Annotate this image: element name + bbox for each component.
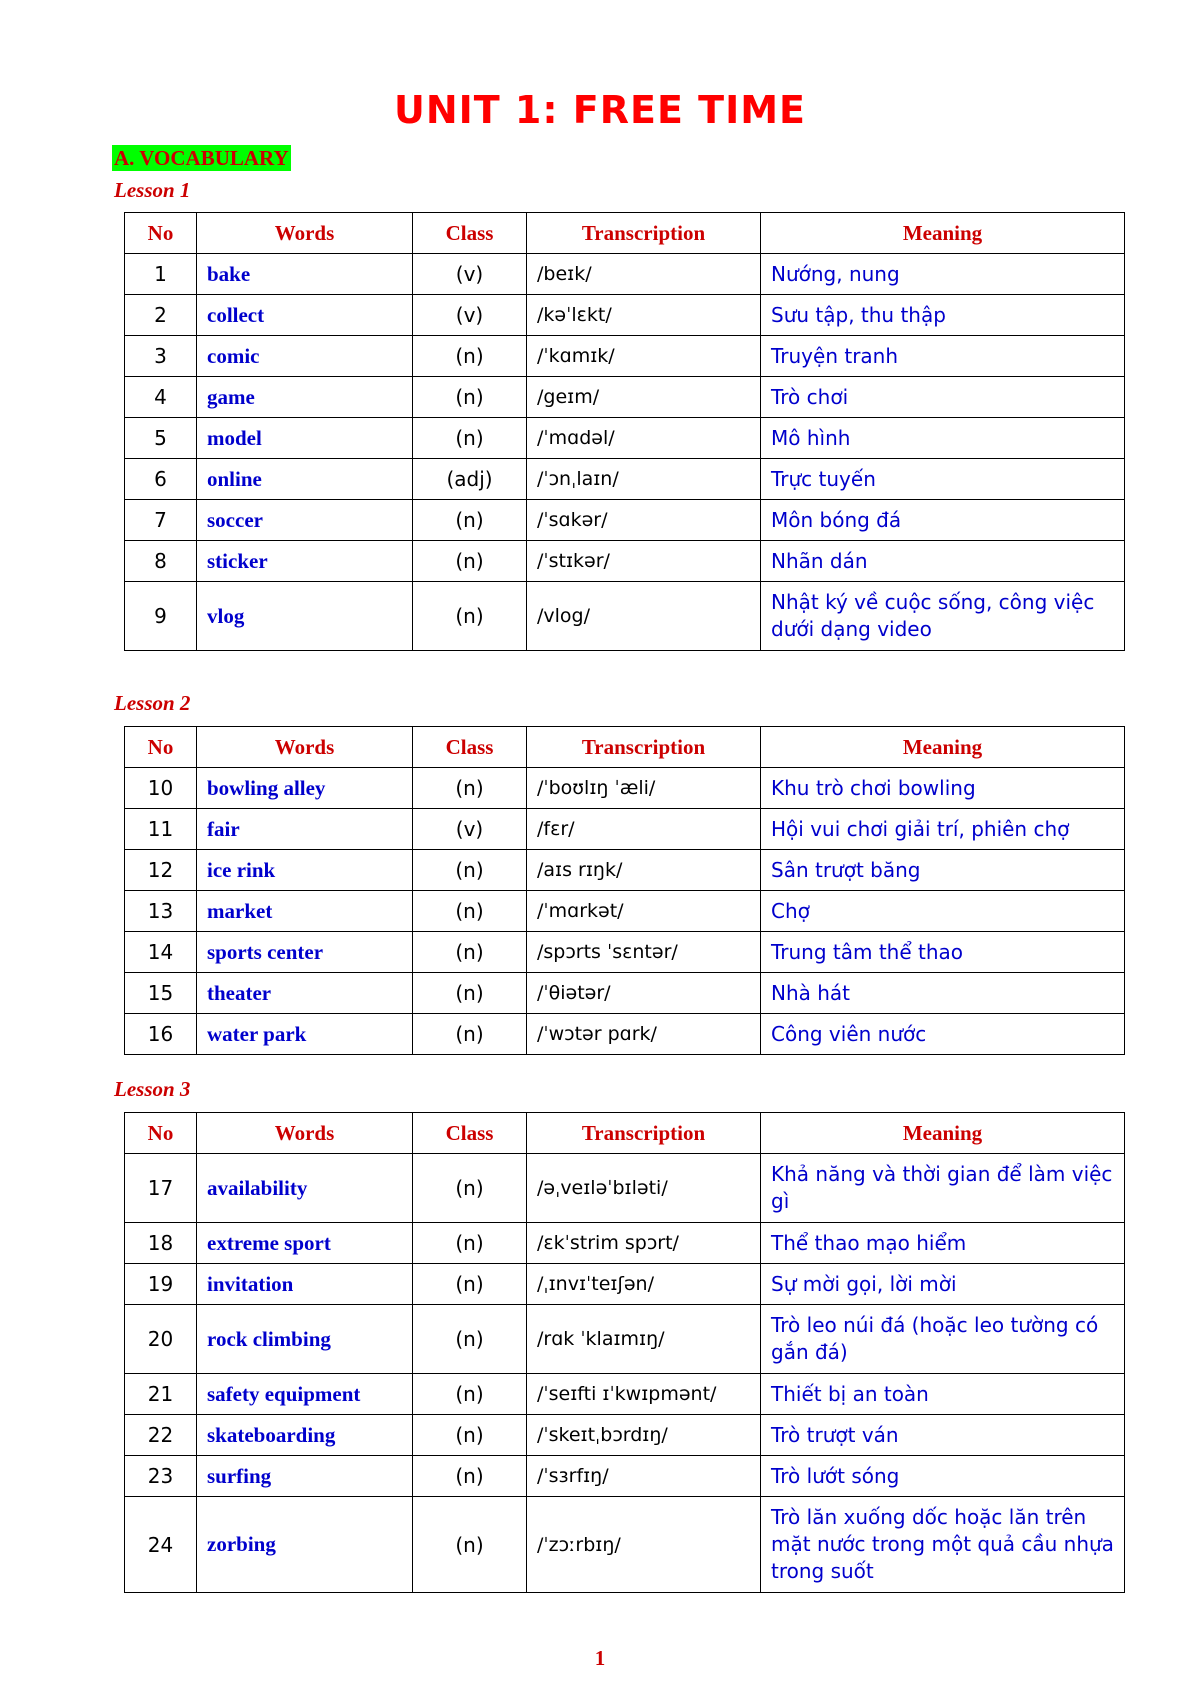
word-text: bowling alley	[197, 768, 413, 809]
word-text: game	[197, 377, 413, 418]
word-class: (n)	[413, 541, 527, 582]
word-transcription: /ɛkˈstrim spɔrt/	[527, 1223, 761, 1264]
word-class: (n)	[413, 418, 527, 459]
word-meaning: Mô hình	[761, 418, 1125, 459]
table-row	[125, 932, 1125, 973]
table-row	[125, 295, 1125, 336]
word-text: model	[197, 418, 413, 459]
word-number: 19	[125, 1264, 197, 1305]
word-text: water park	[197, 1014, 413, 1055]
header-meaning: Meaning	[761, 1113, 1125, 1154]
word-class: (v)	[413, 295, 527, 336]
word-transcription: /aɪs rɪŋk/	[527, 850, 761, 891]
word-number: 14	[125, 932, 197, 973]
header-words: Words	[197, 727, 413, 768]
word-class: (n)	[413, 1415, 527, 1456]
word-number: 11	[125, 809, 197, 850]
word-meaning: Truyện tranh	[761, 336, 1125, 377]
table-row	[125, 768, 1125, 809]
word-meaning: Trung tâm thể thao	[761, 932, 1125, 973]
word-text: sports center	[197, 932, 413, 973]
word-transcription: /ˈsɜrfɪŋ/	[527, 1456, 761, 1497]
lesson-2-label: Lesson 2	[114, 691, 191, 715]
table-row	[125, 254, 1125, 295]
word-transcription: /ˈwɔtər pɑrk/	[527, 1014, 761, 1055]
word-meaning: Trò lướt sóng	[761, 1456, 1125, 1497]
header-no: No	[125, 727, 197, 768]
word-text: availability	[197, 1154, 413, 1223]
word-text: online	[197, 459, 413, 500]
word-class: (n)	[413, 1456, 527, 1497]
word-meaning: Khả năng và thời gian để làm việc gì	[761, 1154, 1125, 1223]
header-no: No	[125, 213, 197, 254]
word-transcription: /ˈstɪkər/	[527, 541, 761, 582]
table-row	[125, 459, 1125, 500]
table-row	[125, 1223, 1125, 1264]
word-text: safety equipment	[197, 1374, 413, 1415]
word-text: skateboarding	[197, 1415, 413, 1456]
table-row	[125, 1154, 1125, 1223]
table-row	[125, 1456, 1125, 1497]
word-class: (n)	[413, 1497, 527, 1593]
table-row	[125, 336, 1125, 377]
word-class: (n)	[413, 1014, 527, 1055]
word-meaning: Nhà hát	[761, 973, 1125, 1014]
word-class: (n)	[413, 932, 527, 973]
word-text: rock climbing	[197, 1305, 413, 1374]
header-class: Class	[413, 727, 527, 768]
word-class: (n)	[413, 1264, 527, 1305]
word-meaning: Trò trượt ván	[761, 1415, 1125, 1456]
table-row	[125, 1014, 1125, 1055]
header-words: Words	[197, 1113, 413, 1154]
table-row	[125, 377, 1125, 418]
word-transcription: /ˈsɑkər/	[527, 500, 761, 541]
word-transcription: /ˈθiətər/	[527, 973, 761, 1014]
word-number: 9	[125, 582, 197, 651]
word-text: extreme sport	[197, 1223, 413, 1264]
word-meaning: Nhãn dán	[761, 541, 1125, 582]
word-number: 20	[125, 1305, 197, 1374]
word-number: 2	[125, 295, 197, 336]
word-transcription: /ˈskeɪtˌbɔrdɪŋ/	[527, 1415, 761, 1456]
word-transcription: /ˈkɑmɪk/	[527, 336, 761, 377]
word-class: (n)	[413, 1223, 527, 1264]
lesson-3-table	[124, 1112, 1125, 1593]
word-transcription: /ˈboʊlɪŋ ˈæli/	[527, 768, 761, 809]
word-class: (n)	[413, 336, 527, 377]
word-class: (adj)	[413, 459, 527, 500]
word-class: (n)	[413, 1374, 527, 1415]
page-number: 1	[594, 1646, 606, 1670]
word-class: (v)	[413, 809, 527, 850]
header-class: Class	[413, 213, 527, 254]
word-transcription: /əˌveɪləˈbɪləti/	[527, 1154, 761, 1223]
word-transcription: /rɑk ˈklaɪmɪŋ/	[527, 1305, 761, 1374]
word-text: bake	[197, 254, 413, 295]
word-text: soccer	[197, 500, 413, 541]
word-transcription: /ˈɔnˌlaɪn/	[527, 459, 761, 500]
word-text: market	[197, 891, 413, 932]
header-transcription: Transcription	[527, 1113, 761, 1154]
word-meaning: Nướng, nung	[761, 254, 1125, 295]
word-number: 21	[125, 1374, 197, 1415]
word-number: 1	[125, 254, 197, 295]
word-number: 13	[125, 891, 197, 932]
word-number: 12	[125, 850, 197, 891]
word-text: collect	[197, 295, 413, 336]
word-number: 23	[125, 1456, 197, 1497]
table-row	[125, 891, 1125, 932]
word-text: comic	[197, 336, 413, 377]
word-number: 8	[125, 541, 197, 582]
word-transcription: /spɔrts ˈsɛntər/	[527, 932, 761, 973]
page-title: UNIT 1: FREE TIME	[393, 88, 806, 132]
word-transcription: /ˌɪnvɪˈteɪʃən/	[527, 1264, 761, 1305]
word-class: (n)	[413, 850, 527, 891]
word-transcription: /kəˈlɛkt/	[527, 295, 761, 336]
header-meaning: Meaning	[761, 213, 1125, 254]
word-text: theater	[197, 973, 413, 1014]
word-meaning: Sân trượt băng	[761, 850, 1125, 891]
word-meaning: Hội vui chơi giải trí, phiên chợ	[761, 809, 1125, 850]
word-text: surfing	[197, 1456, 413, 1497]
table-row	[125, 541, 1125, 582]
table-row	[125, 500, 1125, 541]
table-row	[125, 1497, 1125, 1593]
word-text: vlog	[197, 582, 413, 651]
header-no: No	[125, 1113, 197, 1154]
word-text: ice rink	[197, 850, 413, 891]
word-class: (n)	[413, 377, 527, 418]
word-meaning: Thiết bị an toàn	[761, 1374, 1125, 1415]
word-transcription: /beɪk/	[527, 254, 761, 295]
word-meaning: Khu trò chơi bowling	[761, 768, 1125, 809]
word-meaning: Chợ	[761, 891, 1125, 932]
word-number: 6	[125, 459, 197, 500]
header-transcription: Transcription	[527, 213, 761, 254]
table-row	[125, 418, 1125, 459]
header-meaning: Meaning	[761, 727, 1125, 768]
header-class: Class	[413, 1113, 527, 1154]
word-meaning: Trực tuyến	[761, 459, 1125, 500]
word-meaning: Trò lăn xuống dốc hoặc lăn trên mặt nước trong một quả cầu nhựa trong suốt	[761, 1497, 1125, 1593]
lesson-2-table	[124, 726, 1125, 1055]
word-number: 5	[125, 418, 197, 459]
table-row	[125, 973, 1125, 1014]
word-class: (n)	[413, 768, 527, 809]
word-meaning: Trò leo núi đá (hoặc leo tường có gắn đá)	[761, 1305, 1125, 1374]
table-row	[125, 1305, 1125, 1374]
word-meaning: Nhật ký về cuộc sống, công việc dưới dạng video	[761, 582, 1125, 651]
word-class: (n)	[413, 973, 527, 1014]
word-transcription: /ˈmɑrkət/	[527, 891, 761, 932]
table-row	[125, 1374, 1125, 1415]
word-meaning: Thể thao mạo hiểm	[761, 1223, 1125, 1264]
word-number: 17	[125, 1154, 197, 1223]
lesson-1-table	[124, 212, 1125, 651]
table-row	[125, 1415, 1125, 1456]
word-number: 22	[125, 1415, 197, 1456]
table-row	[125, 582, 1125, 651]
word-meaning: Môn bóng đá	[761, 500, 1125, 541]
word-number: 4	[125, 377, 197, 418]
word-class: (n)	[413, 500, 527, 541]
header-transcription: Transcription	[527, 727, 761, 768]
section-heading: A. VOCABULARY	[114, 146, 289, 170]
word-number: 10	[125, 768, 197, 809]
word-text: fair	[197, 809, 413, 850]
word-meaning: Công viên nước	[761, 1014, 1125, 1055]
word-class: (n)	[413, 891, 527, 932]
word-transcription: /fɛr/	[527, 809, 761, 850]
word-number: 16	[125, 1014, 197, 1055]
word-transcription: /ˈzɔːrbɪŋ/	[527, 1497, 761, 1593]
word-text: sticker	[197, 541, 413, 582]
word-class: (n)	[413, 1154, 527, 1223]
word-meaning: Sưu tập, thu thập	[761, 295, 1125, 336]
word-number: 7	[125, 500, 197, 541]
word-number: 3	[125, 336, 197, 377]
lesson-3-label: Lesson 3	[114, 1077, 191, 1101]
word-transcription: /vlog/	[527, 582, 761, 651]
word-number: 24	[125, 1497, 197, 1593]
word-transcription: /ˈmɑdəl/	[527, 418, 761, 459]
word-transcription: /ˈseɪfti ɪˈkwɪpmənt/	[527, 1374, 761, 1415]
word-text: invitation	[197, 1264, 413, 1305]
table-row	[125, 809, 1125, 850]
header-words: Words	[197, 213, 413, 254]
word-transcription: /geɪm/	[527, 377, 761, 418]
word-class: (v)	[413, 254, 527, 295]
table-row	[125, 1264, 1125, 1305]
lesson-1-label: Lesson 1	[114, 178, 191, 202]
word-class: (n)	[413, 582, 527, 651]
word-text: zorbing	[197, 1497, 413, 1593]
word-number: 15	[125, 973, 197, 1014]
word-meaning: Trò chơi	[761, 377, 1125, 418]
table-row	[125, 850, 1125, 891]
word-meaning: Sự mời gọi, lời mời	[761, 1264, 1125, 1305]
word-number: 18	[125, 1223, 197, 1264]
word-class: (n)	[413, 1305, 527, 1374]
